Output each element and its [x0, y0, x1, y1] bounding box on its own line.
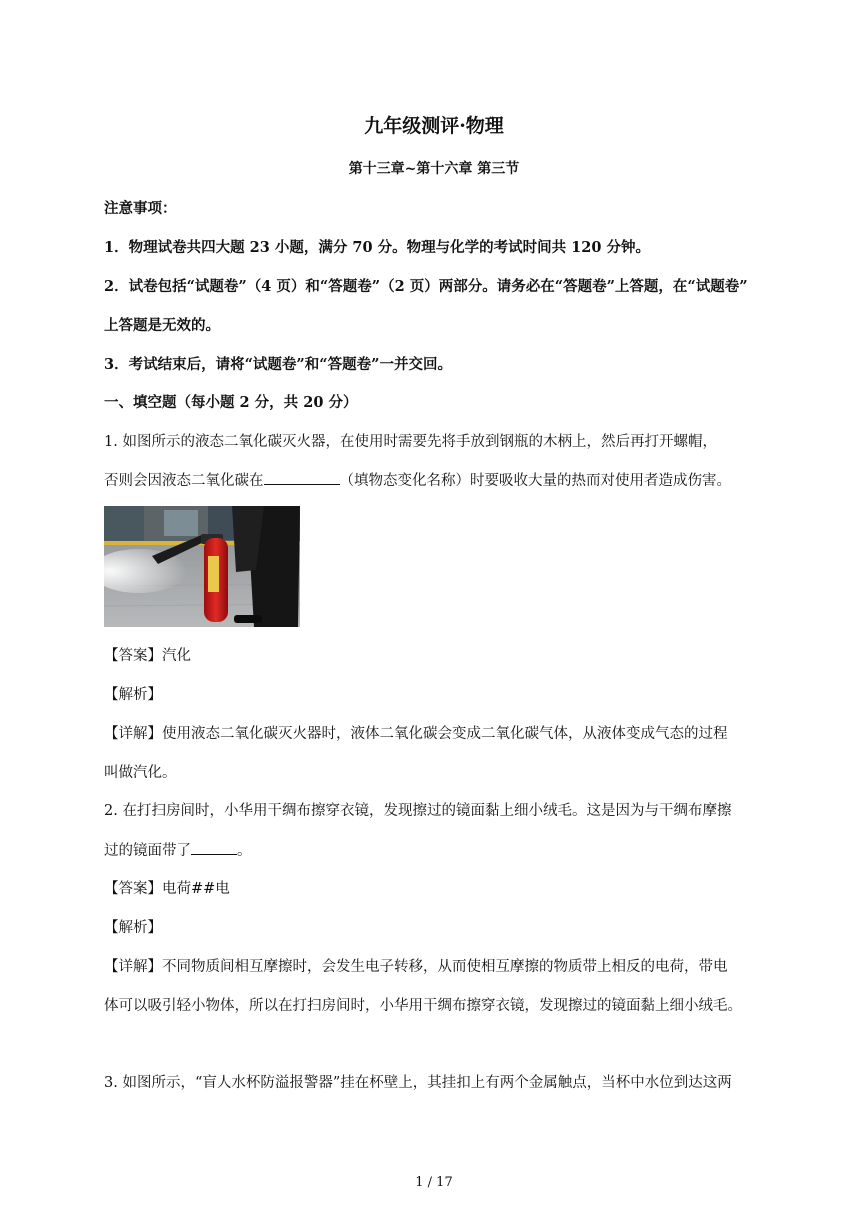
page-number: 1 / 17: [415, 1175, 453, 1190]
page-subtitle: 第十三章~第十六章 第三节: [348, 161, 520, 177]
question-1-analysis-label: 【解析】: [104, 687, 162, 703]
answer-blank: [191, 840, 237, 855]
question-1-answer: 【答案】汽化: [104, 648, 191, 664]
notice-item-1: 1．物理试卷共四大题 23 小题，满分 70 分。物理与化学的考试时间共 120 分钟。: [104, 239, 650, 256]
question-2-text-after-blank: 。: [237, 843, 252, 859]
page-title: 九年级测评·物理: [364, 115, 504, 137]
question-1-text-before-blank: 否则会因液态二氧化碳在: [104, 473, 264, 489]
question-2-detail-line-2: 体可以吸引轻小物体，所以在打扫房间时，小华用干绸布擦穿衣镜，发现擦过的镜面黏上细小绒毛。: [104, 998, 742, 1014]
question-1-line-1: 1. 如图所示的液态二氧化碳灭火器，在使用时需要先将手放到钢瓶的木柄上，然后再打开螺帽，: [104, 434, 717, 450]
notice-heading: 注意事项：: [104, 200, 177, 217]
question-1-detail-line-1: 【详解】使用液态二氧化碳灭火器时，液体二氧化碳会变成二氧化碳气体，从液体变成气态的过程: [104, 726, 728, 742]
question-2-line-1: 2. 在打扫房间时，小华用干绸布擦穿衣镜，发现擦过的镜面黏上细小绒毛。这是因为与干绸布摩擦: [104, 803, 732, 819]
answer-blank: [264, 470, 340, 485]
notice-item-3: 3．考试结束后，请将“试题卷”和“答题卷”一并交回。: [104, 356, 452, 373]
section-1-heading: 一、填空题（每小题 2 分，共 20 分）: [104, 394, 358, 411]
question-1-detail-line-2: 叫做汽化。: [104, 765, 177, 781]
question-2-analysis-label: 【解析】: [104, 920, 162, 936]
notice-item-2-line-2: 上答题是无效的。: [104, 317, 220, 334]
notice-item-2-line-1: 2．试卷包括“试题卷”（4 页）和“答题卷”（2 页）两部分。请务必在“答题卷”上答题，在“试题卷”: [104, 278, 748, 295]
question-1-text-after-blank: （填物态变化名称）时要吸收大量的热而对使用者造成伤害。: [339, 473, 731, 489]
fire-extinguisher-photo: [104, 506, 300, 627]
question-2-text-before-blank: 过的镜面带了: [104, 843, 191, 859]
question-2-detail-line-1: 【详解】不同物质间相互摩擦时，会发生电子转移，从而使相互摩擦的物质带上相反的电荷，带电: [104, 959, 728, 975]
question-2-line-2: [104, 840, 252, 861]
question-1-line-2: [104, 470, 731, 491]
question-2-answer: 【答案】电荷##电: [104, 881, 230, 897]
question-3-line-1: 3. 如图所示，“盲人水杯防溢报警器”挂在杯壁上，其挂扣上有两个金属触点，当杯中水位到达这两: [104, 1075, 732, 1091]
